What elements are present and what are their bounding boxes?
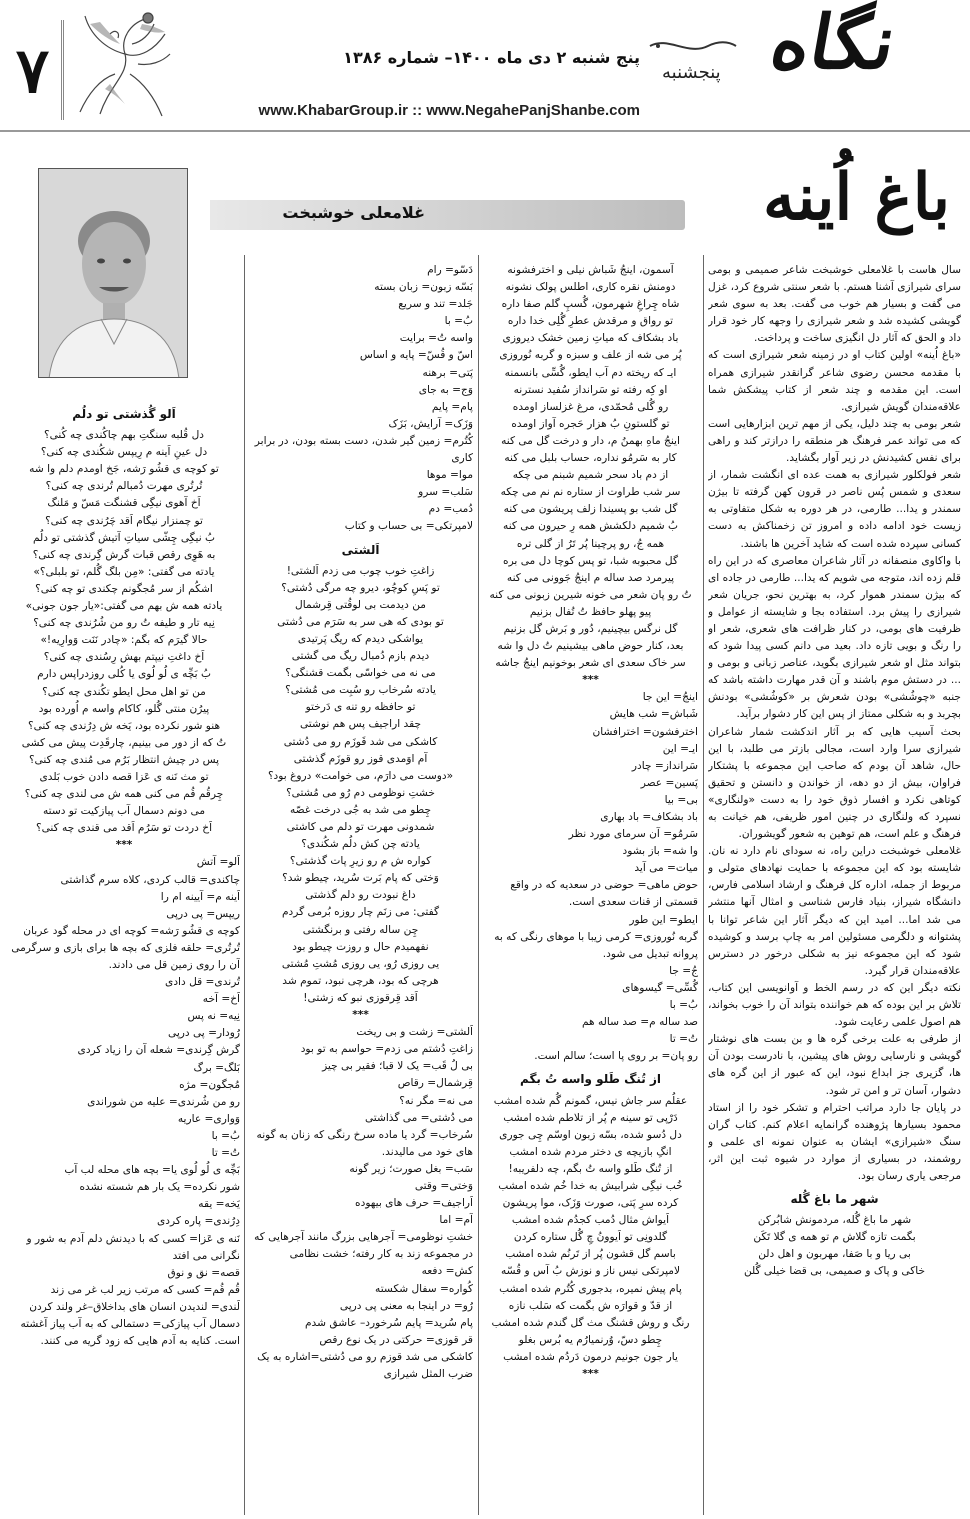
poem-line: رو گُلی مُحمّدی، مرغ غزلساز اومده: [512, 400, 669, 413]
poem-line: «دوست می دارَم، می خوامت» دروغ بود؟: [267, 769, 454, 782]
glossary-entry: نَنه ی عَزا= کسی که با دیدنش دلم آدم به شور و نگرانی می افتد: [26, 1232, 240, 1262]
section-divider: ***: [582, 1368, 599, 1380]
poem-line: نفهمیدم حال و روزت چیطو بود: [292, 940, 429, 953]
poem-line: گفتی: می زنَم چار روزه بُرمی گردم: [281, 906, 440, 919]
poem-line: چِن ساله رفتی و برنگشتی: [302, 923, 419, 936]
poem-line: یی روزی رُو، یی روزی مُشتِ مُشتی: [281, 957, 440, 970]
poem-title: اَلشتی: [341, 542, 380, 557]
column-intro: [708, 262, 961, 1514]
glossary-entry: گُسِّی= گیسوهای: [622, 981, 698, 994]
poem-line: تو کوچه ی قشُو رَشه، جَخ اومدم دلم وا شه: [29, 463, 219, 476]
poem-line: اشکُم از سر مُجگونم چکندی تو چه کنی؟: [35, 582, 213, 595]
poem-title: شهر ما باغ گُله: [790, 1192, 879, 1207]
glossary-entry: اَلشتی= زشت و بی ریخت: [356, 1026, 473, 1039]
paragraph: نکته دیگر این که در رسم الخط و آوانویسی این کتاب، تلاش بر این بوده که هم خواننده بتواند آن را خوب بخواند، هم اصول علمی رعایت شود.: [708, 981, 961, 1029]
glossary-entry: تُرندی= قل دادی: [165, 976, 240, 989]
issue-line: پنج شنبه ۲ دی ماه ۱۴۰۰– شماره ۱۳۸۶: [343, 48, 640, 67]
poem-line: کرده سرِ پَتی، صورت وَزَک، موا پریشون: [502, 1197, 679, 1210]
poem-line: دل عینِ اَینه م رِیپس شکُندی چه کنی؟: [40, 446, 208, 459]
poem-line: سر شب طراوت از ستاره نم نم می چکه: [500, 486, 681, 499]
glossary-entry: زاغتِ دُشتم می زدم= حواسم به تو بود: [300, 1043, 473, 1056]
poem-line: هرچی که بود، هرچی نبود، تموم شد: [282, 974, 439, 987]
glossary-entry: اَراجیف= حرف های بیهوده: [355, 1197, 473, 1210]
poem-line: چِرقُم قُم می کنی همه ش می لندی چه کنی؟: [24, 788, 224, 801]
poem-line: گلدونِی تو اَیوونُ چِ گُل ستاره کردن: [513, 1231, 668, 1244]
poem-line: پس در چیش انتظار بَرُم می مُندی چه کنی؟: [28, 753, 220, 766]
poem-line: حالا گیرَم که بگم: «چادر نَنَت وَوارِیه!»: [40, 634, 208, 647]
poem-line: یواشکی دیدم که ریگ پَرتیدی: [297, 632, 424, 645]
glossary-entry: پَسین= عصر: [640, 776, 698, 789]
poem-line: عقلُم سر جاش نیس، گمونم گُم شده امشب: [493, 1094, 688, 1107]
column-rule: [244, 255, 245, 1515]
poem-line: پیرمرد صد ساله م اینجُ جَوونی می کنه: [506, 571, 675, 584]
glossary-entry: وَواری= عاریه: [177, 1112, 240, 1125]
poem-line: اینجُ ماهِ بهمنُ م، دار و درخت گل می کنه: [501, 434, 680, 447]
poem-line: وَختی که پام بَرت سُرید، چیطو شد؟: [282, 872, 439, 885]
poem-line: از تُنگ طَلو واسه تُ بگم، چه دلفریبه!: [508, 1162, 673, 1175]
glossary-entry: اَینه م= آیینه ام را: [160, 890, 240, 903]
glossary-entry: وا شه= باز بشود: [622, 845, 698, 858]
paragraph: غلامعلی خوشبخت دراین راه، نه سودای نام دارد نه نان. شایسته بود که این مجموعه با حمایت نهادهای متولی و مربوط از جمله، اداره کل فرهنگ و ارشاد اسلامی فارس، دانشگاه شیراز، بنیاد فارس شناسی و امثال آنها منتشر می شد اما... امید این که دیگر آثار این شاعر توانا با پشتوانه و دلگرمی مسئولین امر به چاپ برسد و کوشیده شود که این مجموعه نیز به شکلی درخور در دسترس علاقه‌مندان قرار گیرد.: [708, 845, 961, 977]
glossary-entry: باد بشکاف= باد بهاری: [600, 811, 698, 823]
logo-subtitle: پنجشنبه: [662, 62, 721, 83]
poem-line: اَخ دردت تو سَرُم اَقد می قندی چه کنی؟: [35, 822, 213, 835]
poem-line: بگمت تازه گلاش م تو همه ی گلا تَکَن: [753, 1231, 916, 1244]
glossary-entry: سَب= بغل صورت؛ زیر گونه: [349, 1162, 473, 1175]
glossary-entry: کُواره= سفال شکسته: [375, 1282, 473, 1295]
glossary-entry: چاکندی= قالب کردی، کلاه سرم گذاشتی: [60, 873, 240, 886]
glossary-entry: بی= بیا: [664, 793, 698, 806]
author-name: غلامعلی خوشبخت: [282, 203, 425, 222]
glossary-entry: بَچِّه ی لُو لُوی یا= بچه های محله لب آب: [64, 1164, 240, 1177]
poem-line: بعد، کنار حوض ماهی بیشینیم تُ دل وا شه: [497, 640, 684, 653]
glossary-entry: وَزَک= آرایش، بَزَک: [388, 417, 473, 430]
poem-line: شمدونی مهرت تو دلم می کاشتی: [286, 821, 435, 833]
glossary-entry: تُرتُری= حلقه فلزی که بچه ها برای بازی و سرگرمی آن را روی زمین قل می دادند.: [11, 941, 240, 971]
poem-title: از تُنگ طَلو واسه تُ بگم: [520, 1072, 661, 1087]
glossary-entry: سَرانداز= چادر: [631, 759, 698, 772]
poem-line: می نه می خواسّی بگمت قشنگی؟: [285, 667, 436, 680]
poem-line: تو بودی که هی سر به سَرَم می دُشتی: [277, 615, 444, 628]
poem-line: شهر ما باغ گُله، مردمونش شابُرکن: [757, 1214, 912, 1227]
glossary-entry: گرش گِرندی= شعله آن را زیاد کردی: [77, 1044, 240, 1057]
poem-line: تو رواق و مرقدش عطرِ گُلِی خدا داره: [507, 315, 674, 328]
glossary-entry: سَلب= سرو: [418, 486, 473, 499]
poem-line: آسمون، اینجُ شَباش نیلی و اخترفشونه: [507, 264, 674, 276]
poem-line: تُرتُری مهرت دُمبالم تُرندی چه کنی؟: [45, 480, 203, 493]
glossary-entry: کش= دفعه: [421, 1265, 473, 1278]
poem-line: یادته چن کش دلُم شکُندی؟: [301, 838, 420, 851]
glossary-entry: خشتِ نوظومی= آجرهایی بزرگ مانند آجرهایی که در مجموعه زند به کار رفته؛ خشت نظامی: [254, 1231, 473, 1261]
glossary-entry: گربه نُوروزی= کرمی زیبا با موهای رنگی که به پروانه تبدیل می شود.: [494, 930, 698, 960]
poem-line: می دونم دسمال آب پیازکیت تو دسته: [42, 805, 206, 818]
poem-line: دَرْپی تو سینه م پُر از تلاطم شده امشب: [503, 1111, 678, 1124]
poem-line: تو حافظه رو تنه ی دَرختو: [305, 701, 416, 714]
paragraph: با واکاوی منصفانه در آثار شاعران معاصری که در این راه قلم زده اند، متوجه می شویم که یدا... طارمی در جاده ای که بیژن سمندر هموار کرد، به بهترین نحو، جریان شعر شیرازی را پیش برد. استفاده بجا و شایسته از عوامل و ظرفیت های بومی، در کنار ظرافت های شعری، شعر او را رنگ و بویی تازه داد. بعید می دانم کسی پیدا شود که بتواند مثل او شعر شیرازی بگوید، عناصر زبانی و بومی و ... در دستش موم باشند و آن قدر مهارت داشته باشد که جنبه «چوشُشی» بودن شعرش بر «کوشُشی» بودنش بچربد و به شکلی ممتاز از پس این کار دشوار برآید.: [708, 554, 961, 721]
paragraph: سال هاست با غلامعلی خوشبخت شاعر صمیمی و بومی سرای شیرازی آشنا هستم. با شعر سنتی شروع کرد، غزل می گفت و بسیار هم خوب می گفت. بعد به سوی شعر گویشی کشیده شد و شعر شیرازی را وجهه کار خود قرار داد و الحق که آثار دل انگیزی ساخت و پرداخت.: [708, 264, 961, 345]
glossary-entry: حوض ماهی= حوضی در سعدیه که در واقع قسمتی از قنات سعدی است.: [510, 879, 698, 909]
poem-line: دل دُسو شده، بسّه زبون اوسّم چِی جوری: [499, 1128, 682, 1141]
glossary-entry: ریپس= پی درپی: [166, 907, 240, 920]
column-poem-3: [8, 400, 240, 1514]
poem-line: انگِ بازیچه ی دختر مردم شده امشب: [509, 1145, 672, 1158]
poem-line: دومنش نقره کاری، اطلس پولک نشونه: [505, 281, 676, 294]
glossary-entry: تُ= تا: [669, 1033, 698, 1046]
poem-line: داغ نبودت رو دلم گذشتی: [305, 889, 416, 902]
poem-line: اَقد قِرقوزی نبو که زشتی!: [303, 991, 418, 1004]
glossary-entry: قصه= نق و نوق: [167, 1266, 240, 1279]
page-number: ۷: [4, 20, 64, 120]
poem-line: بُ نیگِی چِشّی سیاتِ آتیش گذشتی تو دلُم: [33, 531, 215, 544]
glossary-entry: سُرخاب= گرد یا ماده سرخ رنگی که زنان به گونه های خود می مالیدند.: [256, 1128, 473, 1158]
poem-line: پیو پهلو حافظ تُ تُفال بزنیم: [529, 605, 652, 618]
poem-line: اَخ آهوی نیگِی قشنگت مَسّ و مَلنگ: [47, 497, 201, 510]
glossary-entry: دِرُندی= پاره کردی: [157, 1215, 240, 1228]
poem-line: چقد اراجیف پس هم نوشتی: [299, 718, 422, 731]
glossary-entry: وَج= به جای: [418, 383, 473, 396]
glossary-entry: اَلو= آتش: [196, 856, 240, 869]
glossary-entry: شور نکرده= یک بار هم شسته نشده: [79, 1181, 240, 1194]
poem-line: کاشکی می شد قَوزَم رو می دُشتی: [283, 735, 438, 748]
glossary-entry: تُ= تا: [211, 1147, 240, 1160]
glossary-entry: کوچه ی قشُو رَشه= کوچه ای در محله گود عربان: [23, 924, 240, 937]
section-divider: ***: [582, 674, 599, 687]
logo-ornament-icon: [648, 36, 738, 56]
glossary-entry: جَلد= تند و سریع: [398, 298, 473, 311]
poem-line: خُب نیگِی شرابیش به خدا خُم شده امشب: [498, 1179, 683, 1192]
poem-line: تُ رو پان شعر می خونه شیرین زبونی می کنه: [489, 588, 692, 601]
poem-line: زاغتِ خوب چوب می زدم اَلشتی!: [286, 564, 435, 577]
column-poem-2: [248, 262, 473, 1514]
poem-line: باسم گل قشون پُر از تَرنُم شده امشب: [505, 1248, 676, 1261]
poem-line: از دم باد سحر شمیم شبنم می چکه: [512, 469, 669, 482]
poem-line: نِیه تار و طیفه تُ رو من شُرُندی چه کنی؟: [33, 617, 215, 630]
glossary-entry: رُو= در اینجا به معنی پی درپی: [339, 1299, 473, 1312]
glossary-entry: ایطو= این طور: [629, 913, 698, 926]
glossary-entry: می نه= مگر نه؟: [399, 1094, 473, 1107]
glossary-entry: می دُشتی= می گذاشتی: [364, 1111, 473, 1124]
poem-line: چِطو دسّ، وُرنمیارُم یه بُرس بغلو: [518, 1333, 663, 1346]
glossary-entry: بَلگ= برگ: [193, 1061, 240, 1074]
column-rule: [478, 255, 479, 1515]
masthead: [0, 0, 970, 132]
poem-line: دل قُلبه سنگتِ بهم چاکُندی چه کُنی؟: [43, 429, 205, 442]
glossary-entry: دُمب= دم: [428, 503, 473, 516]
glossary-entry: وَختی= وقتی: [414, 1179, 473, 1192]
glossary-entry: نِیه= نه پس: [187, 1010, 240, 1023]
glossary-entry: پام سُرید= پایم سُرخورد– عاشق شدم: [305, 1316, 473, 1329]
paragraph: «باغ اُینه» اولین کتاب او در زمینه شعر شیرازی است که با مقدمه محسن رضوی شاعر گرانقدر شیرازی همراه است. این مقدمه و چند شعر از کتاب پیشکش شما علاقه‌مندان گویش شیرازی.: [708, 349, 961, 413]
poem-line: اَخ داغتِ نیپتم بهش رِسُندی چه کنی؟: [43, 651, 205, 664]
poem-line: بُ شمیم دلکشش همه رِ حیرون می کنه: [503, 520, 678, 533]
poem-line: به هَوِی رقص قبات گرش گِرندی چه کنی؟: [32, 548, 216, 561]
glossary-entry: کُتُرم= زمین گیر شدن، دست بسته بودن، در برابر کاری: [254, 434, 473, 465]
author-portrait-icon: [39, 169, 188, 378]
section-divider: ***: [115, 839, 133, 852]
glossary-entry: مُجگون= مژه: [179, 1078, 240, 1091]
poem-line: چِطو می شد به جُی درخت غصّه: [289, 803, 432, 816]
column-poem-1: [483, 262, 698, 1514]
poem-line: یار جون جونیم درمون دَردُم شده امشب: [503, 1350, 678, 1363]
glossary-entry: بُ= با: [669, 999, 698, 1012]
poem-line: او کِه رفته تو سَرانداز سُفید نسترنه: [513, 383, 668, 396]
glossary-entry: اخترفشون= اخترافشان: [592, 725, 698, 738]
glossary-entry: جُ= جا: [669, 964, 698, 977]
glossary-entry: قُم قُم= کسی که مرتب زیر لب غر می زند: [50, 1283, 240, 1296]
poem-line: گل نرگس بیچینیم، دُور و بَرش گل بزنیم: [503, 622, 678, 635]
glossary-entry: رو پان= بر روی پا است؛ سالم است.: [534, 1050, 698, 1063]
newspaper-logo: [648, 0, 903, 106]
poem-line: باد بشکاف که میاتِ زمین خشک دیروزی: [502, 332, 679, 345]
glossary-entry: بَسّه زبون= زبان بسته: [374, 281, 473, 294]
paragraph: شعر فولکلور شیرازی به همت عده ای انگشت شمار، از سعدی و شمس پُس ناصر در قرون کهن گرفته تا بیژن سمندر و یدا... طارمی، در هر دوره به شکل متفاوتی به زیست خود ادامه داده و امروز تن زخمناکش به دست کسانی سپرده شده است که شاید آخرین ها باشند.: [708, 469, 961, 550]
glossary-entry: قر قوزی= حرکتی در یک نوع رقص: [319, 1333, 473, 1346]
glossary-entry: بُ= با: [211, 1129, 240, 1142]
poem-line: تو پَسِ کوچُو، دیرو چه مرگی دُشتی؟: [281, 581, 440, 594]
glossary-entry: پَتی= برهنه: [422, 366, 473, 379]
glossary-entry: اسّ و قُسّ= پایه و اساس: [359, 349, 473, 362]
glossary-entry: لامپرتکی= بی حساب و کتاب: [344, 520, 473, 533]
glossary-entry: دَسّو= رام: [427, 264, 473, 276]
glossary-entry: دسمال آب پیازکی= دستمالی که به آب پیاز آغشته است. کنایه به آدم هایی که زود گریه می کنند.: [20, 1317, 240, 1348]
poem-line: آم اوَمدی قوز رو قوزَم گذشتی: [293, 752, 428, 765]
author-photo: [38, 168, 188, 378]
poem-line: کار به سَرمُو نداره، حساب بلبل می کنه: [504, 452, 677, 465]
glossary-entry: بی لُ قَب= یک لا قبا؛ فقیر بی چیز: [322, 1060, 473, 1073]
glossary-entry: رو من شُرندی= علیه من شوراندی: [87, 1095, 240, 1108]
glossary-entry: قِرشمال= رقاص: [397, 1077, 473, 1090]
poem-line: تُ که از دور می بینیم، چارقَدِت پیش می کشی: [21, 736, 227, 749]
poem-line: خشتِ نوظومی دم رُو می مُشتی؟: [286, 786, 435, 799]
glossary-entry: موا= موها: [426, 469, 473, 482]
poem-line: ایـ که ریخته دم آب ایطو، گُسِّی بانسمنه: [504, 366, 677, 379]
poem-line: خاکی و پاک و صمیمی، بی قضا خیلی گُلن: [743, 1265, 926, 1278]
glossary-entry: شَباش= شب هایش: [609, 708, 698, 721]
poem-line: همه جُ، رو پرچینا پُر تَرُ از گلی تره: [516, 537, 665, 550]
poem-line: من تو اهل محل ایطو تکُندی چه کنی؟: [42, 685, 206, 698]
glossary-entry: بُ= با: [444, 315, 473, 328]
poem-line: یادته می گفتی: «مِن بلگ گُلم، تو بلبلی؟»: [33, 565, 215, 578]
poem-line: تو مث نَنه ی عَزا قصه دادن خوب بَلدی: [39, 770, 209, 783]
poem-line: دیدم بازم دُمبال ریگ می گشتی: [291, 650, 430, 663]
paragraph: بحث آسیب هایی که بر آثار اندکشت شمار شاعران شیرازی سرا وارد است، مجالی بازتر می طلبد، با این حال، شاهد آن بودم که صاحب این مجموعه با پشتکار فراوان، بیش از دو دهه، از خواندن و دانستن و تحقیق کوتاهی نکرد و افسار ذوق خود را به دست «ولنگاری» نسپرد که ولنگاری در چنین امور ظریفی، هم خیانت به فرهنگ و علم است، هم توهین به شعور گویشوران.: [708, 725, 961, 841]
poem-line: هنو شور نکرده بود، یَخه ش دِرُندی چه کنی؟: [27, 719, 221, 732]
glossary-entry: ایـ= این: [662, 742, 698, 755]
glossary-entry: اینجُ= این جا: [642, 691, 698, 704]
paragraph: از طرفی به علت برخی گره ها و بن بست های نوشتار گویشی و نارسایی روش های پیشین، با نادرست بودن آن ها، گزیری جز ابداع نبود، این که عبور از این گره های دشوار، آسان تر و امن تر شود.: [708, 1033, 961, 1097]
poem-title: اَلو گُذشتی تو دلُم: [72, 407, 176, 421]
poem-line: من دیدمت بی لوقُتی قِرشمال: [295, 598, 426, 611]
poem-line: اَیواش مثال دُمب کجدُم شده امشب: [511, 1214, 670, 1227]
paragraph: در پایان جا دارد مراتب احترام و تشکر خود را از استاد محمود بسیارها پژوهنده گرانمایه اعلام کنم. کتاب گران سنگ «شیرازی» ایشان به عنوان نمونه ای علمی و روشمند، در بسیاری از موارد در شیوه ثبت این اثر، مرجعی یاری رسان بود.: [708, 1101, 961, 1182]
poem-line: یادته همه ش بهم می گفتی:«یار جون جونی»: [25, 600, 223, 613]
poem-line: پام پیش نمیره، بدجوری کُتُرم شده امشب: [499, 1282, 682, 1295]
glossary-entry: سَرمُو= آن سرمای مورد نظر: [568, 828, 698, 841]
glossary-entry: اَخ= آخه: [202, 993, 240, 1006]
section-divider: ***: [352, 1009, 369, 1022]
website-urls: www.KhabarGroup.ir :: www.NegahePanjShanbe.com: [258, 102, 640, 119]
glossary-entry: لَندی= لندیدن انسان های بداخلاق–غر ولند کردن: [29, 1300, 240, 1313]
logo-title: نگاه: [764, 0, 903, 86]
poem-line: تو گلستونِ بُ هزار حَجره آواز اومده: [511, 417, 670, 430]
glossary-entry: کاشکی می شد قوزم رو می دُشتی=اشاره به یک ضرب المثل شیرازی: [257, 1350, 473, 1380]
glossary-entry: رُودار= پی درپی: [167, 1027, 240, 1040]
glossary-entry: یَخه= یقه: [198, 1198, 240, 1211]
poem-line: گل محبوبه شبا، تو پس کوچا دل می بره: [503, 554, 678, 567]
poem-line: بُ بَچِّه ی لُو لُوی یا کُلی روزدراپس دارم: [37, 668, 211, 681]
author-bar: [210, 200, 685, 230]
poem-line: لامپرتکی نیس ناز و نوزش بُ آس و قُسّه: [500, 1265, 680, 1278]
glossary-entry: میات= می آید: [634, 862, 698, 875]
poem-line: یادته سُرخاب رو سُبِت می مُشتی؟: [285, 684, 436, 697]
poem-line: پیرُن منتی گُلو، کاکام واسه م اُورده بود: [38, 702, 210, 715]
poem-line: از قدّ و قوارَه ش بگمت که سَلب نازه: [508, 1299, 673, 1312]
glossary-entry: آم= اما: [439, 1214, 473, 1227]
poem-line: سر خاک سعدی ای شعر بوخونیم اینجُ جاشه: [495, 657, 686, 670]
poem-line: پُر می شه از علف و سبزه و گربه نُوروزی: [499, 349, 682, 362]
poem-line: رنگ و روش قشنگ مث گل گندم شده امشب: [491, 1316, 690, 1329]
column-rule: [703, 255, 704, 1515]
paragraph: شعر بومی به چند دلیل، یکی از مهم ترین ابزارهایی است که می تواند عمر فرهنگ هر منطقه را درازتر کند و راهی برای نفس کشیدنش در زیر آوار بگشاید.: [708, 417, 961, 465]
poem-line: شاه چِراغِ شهرمون، گُسپِ گلم صفا داره: [501, 298, 680, 311]
article-title: باغ اُینه: [763, 160, 950, 235]
poem-line: تو چمنزار نیگام اَقد چَرُندی چه کنی؟: [45, 514, 203, 527]
glossary-entry: صد ساله م= صد ساله هم: [581, 1016, 698, 1029]
poem-line: بی ریا و با صَفا، مهربون و اهل دلن: [758, 1248, 911, 1261]
poem-line: کواره ش م رو زیرِ پات گذشتی؟: [289, 855, 432, 868]
glossary-entry: واسه تُ= برایت: [399, 332, 473, 345]
glossary-entry: پام= پایم: [431, 400, 473, 413]
poem-line: گل شب بو پسیندا زلف پریشون می کنه: [503, 503, 678, 516]
